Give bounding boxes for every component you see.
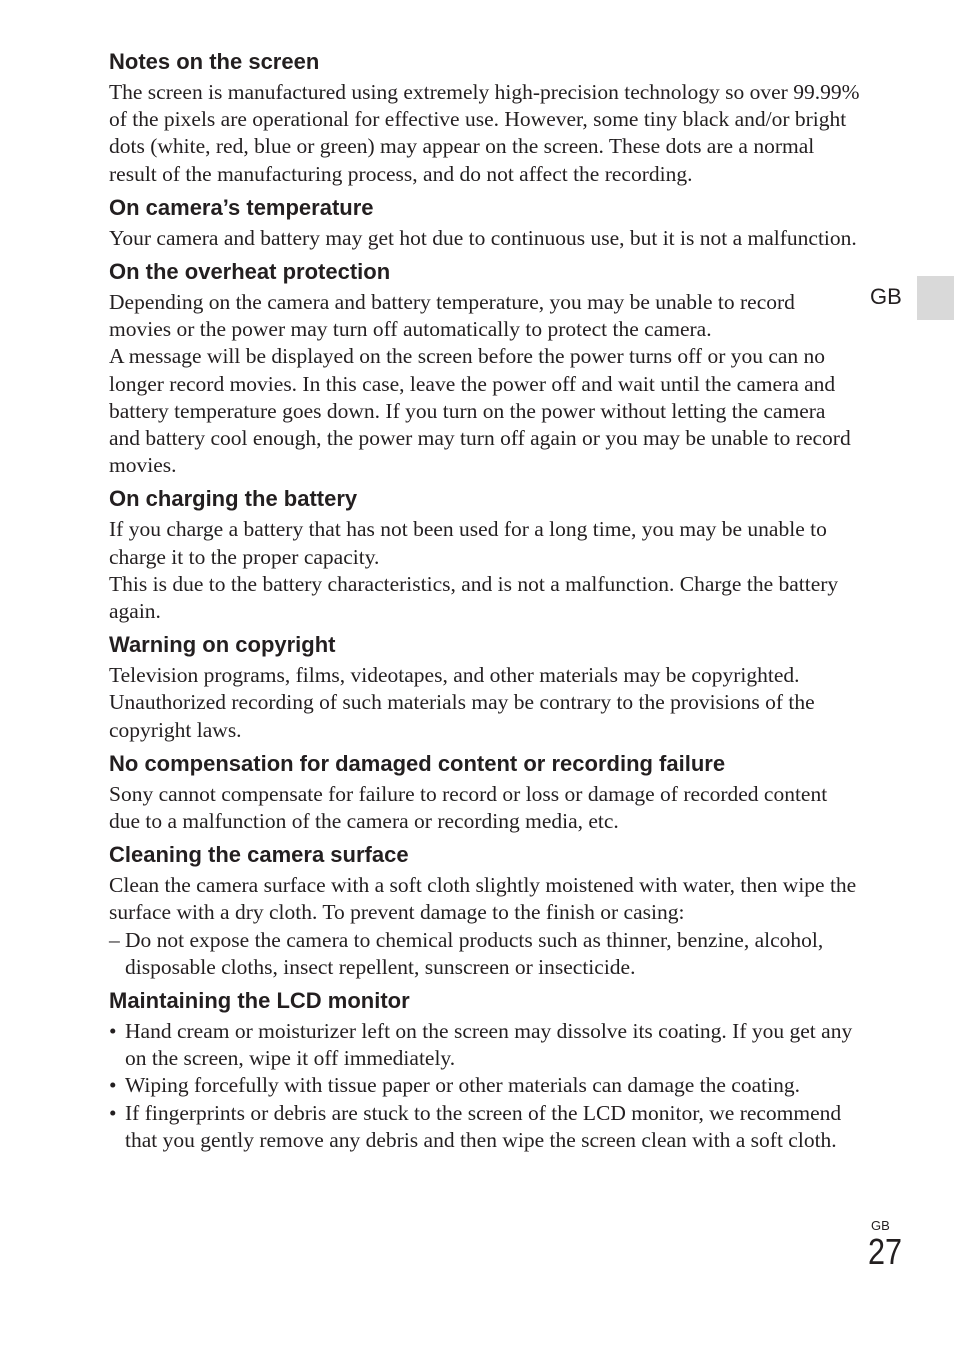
bullet-list-item [109, 1072, 861, 1099]
bullet-item-text: Wiping forcefully with tissue paper or other materials can damage the coating. [125, 1073, 800, 1098]
bullet-marker: • [109, 1019, 117, 1044]
section-cleaning-surface [109, 842, 861, 981]
section-paragraph: If you charge a battery that has not been used for a long time, you may be unable to charge it to the proper capacity. [109, 517, 827, 569]
section-paragraph: A message will be displayed on the screen before the power turns off or you can no longer record movies. In this case, leave the power off and wait until the camera and battery temperature goes down. If you turn on the power without letting the camera and battery cool enough, the power may turn off again or you may be unable to record movies. [109, 344, 851, 478]
section-copyright-warning [109, 632, 861, 744]
document-body [109, 49, 861, 1161]
section-heading: Warning on copyright [109, 632, 336, 658]
section-heading: Maintaining the LCD monitor [109, 988, 410, 1014]
section-paragraph: Sony cannot compensate for failure to record or loss or damage of recorded content due to a malfunction of the camera or recording media, etc. [109, 781, 828, 834]
section-paragraph: Television programs, films, videotapes, and other materials may be copyrighted. Unauthorized recording of such materials may be contrary to the provisions of the copyright laws. [109, 663, 815, 742]
section-heading: On charging the battery [109, 486, 358, 512]
section-paragraph: This is due to the battery characteristics, and is not a malfunction. Charge the battery again. [109, 571, 839, 624]
section-heading: On camera’s temperature [109, 194, 374, 220]
section-paragraph: Depending on the camera and battery temperature, you may be unable to record movies or the power may turn off automatically to protect the camera. [109, 290, 795, 342]
footer-language: GB [871, 1218, 890, 1233]
section-heading: No compensation for damaged content or recording failure [109, 750, 726, 776]
bullet-marker: • [109, 1073, 117, 1098]
bullet-marker: • [109, 1100, 117, 1125]
dash-marker: – [109, 927, 120, 952]
section-heading: Notes on the screen [109, 49, 320, 74]
section-paragraph: The screen is manufactured using extremely high-precision technology so over 99.99% of the pixels are operational for effective use. However, some tiny black and/or bright dots (white, red, blue or green) may appear on the screen. These dots are a normal result of the manufacturing process, and do not affect the recording. [109, 80, 860, 186]
dash-item-text: Do not expose the camera to chemical products such as thinner, benzine, alcohol, disposable cloths, insect repellent, sunscreen or insecticide. [125, 927, 824, 979]
section-heading: Cleaning the camera surface [109, 842, 409, 868]
section-paragraph: Your camera and battery may get hot due to continuous use, but it is not a malfunction. [109, 225, 857, 250]
section-notes-on-screen [109, 49, 861, 188]
side-tab [917, 276, 954, 320]
dash-list-item [109, 927, 861, 981]
section-overheat-protection [109, 259, 861, 479]
section-heading: On the overheat protection [109, 259, 391, 285]
bullet-list-item [109, 1018, 861, 1072]
bullet-item-text: Hand cream or moisturizer left on the screen may dissolve its coating. If you get any on the screen, wipe it off immediately. [125, 1019, 853, 1071]
page-number: 27 [868, 1231, 903, 1272]
section-paragraph: Clean the camera surface with a soft cloth slightly moistened with water, then wipe the surface with a dry cloth. To prevent damage to the finish or casing: [109, 873, 857, 925]
section-lcd-monitor [109, 988, 861, 1154]
bullet-list-item [109, 1100, 861, 1154]
section-camera-temperature [109, 195, 861, 252]
section-charging-battery [109, 486, 861, 625]
section-no-compensation [109, 751, 861, 835]
side-tab-label: GB [870, 284, 902, 309]
bullet-item-text: If fingerprints or debris are stuck to the screen of the LCD monitor, we recommend that you gently remove any debris and then wipe the screen clean with a soft cloth. [125, 1100, 842, 1152]
